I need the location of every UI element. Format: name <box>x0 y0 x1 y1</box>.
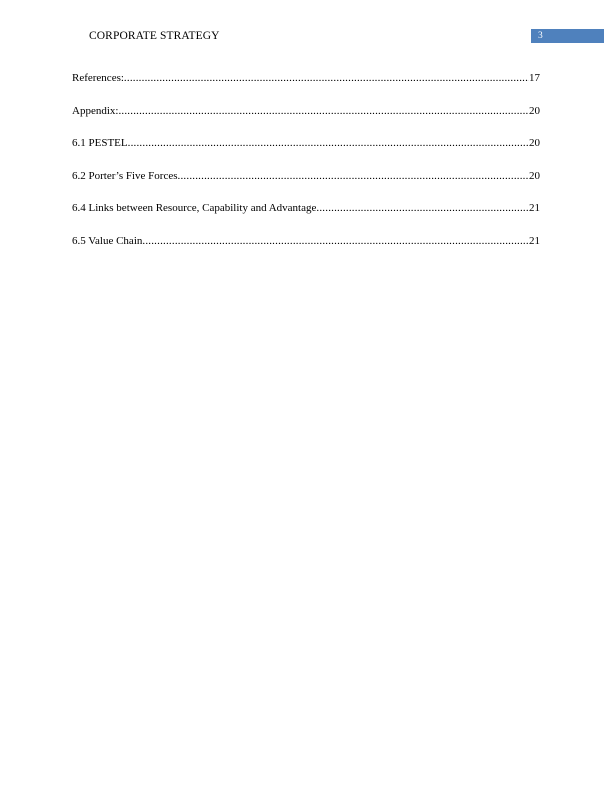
toc-dot-leader <box>128 136 529 150</box>
toc-entry-appendix[interactable] <box>72 104 540 118</box>
toc-dot-leader <box>178 169 529 183</box>
toc-entry-page: 21 <box>529 202 540 214</box>
toc-entry-page: 21 <box>529 234 540 247</box>
toc-dot-leader <box>124 71 529 85</box>
toc-entry-label: Appendix: <box>72 104 119 117</box>
toc-entry-page: 20 <box>529 104 540 117</box>
toc-entry-references[interactable] <box>72 71 540 85</box>
toc-entry-label: 6.1 PESTEL <box>72 137 128 149</box>
toc-entry-value-chain[interactable] <box>72 234 540 248</box>
toc-entry-resource-capability-advantage[interactable] <box>72 201 540 215</box>
header-title: CORPORATE STRATEGY <box>89 30 220 42</box>
toc-dot-leader <box>118 104 529 118</box>
toc-dot-leader <box>316 201 529 215</box>
page-number-badge: 3 <box>531 29 604 43</box>
toc-entry-label: 6.4 Links between Resource, Capability and Advantage <box>72 202 317 214</box>
toc-entry-page: 20 <box>529 169 540 182</box>
toc-entry-label: References: <box>72 72 124 84</box>
toc-dot-leader <box>142 234 529 248</box>
toc-entry-pestel[interactable] <box>72 136 540 150</box>
toc-entry-label: 6.2 Porter’s Five Forces <box>72 169 178 182</box>
toc-entry-page: 20 <box>529 137 540 149</box>
toc-entry-label: 6.5 Value Chain <box>72 234 143 247</box>
toc-entry-porters-five-forces[interactable] <box>72 169 540 183</box>
table-of-contents <box>72 71 540 266</box>
toc-entry-page: 17 <box>529 72 540 84</box>
